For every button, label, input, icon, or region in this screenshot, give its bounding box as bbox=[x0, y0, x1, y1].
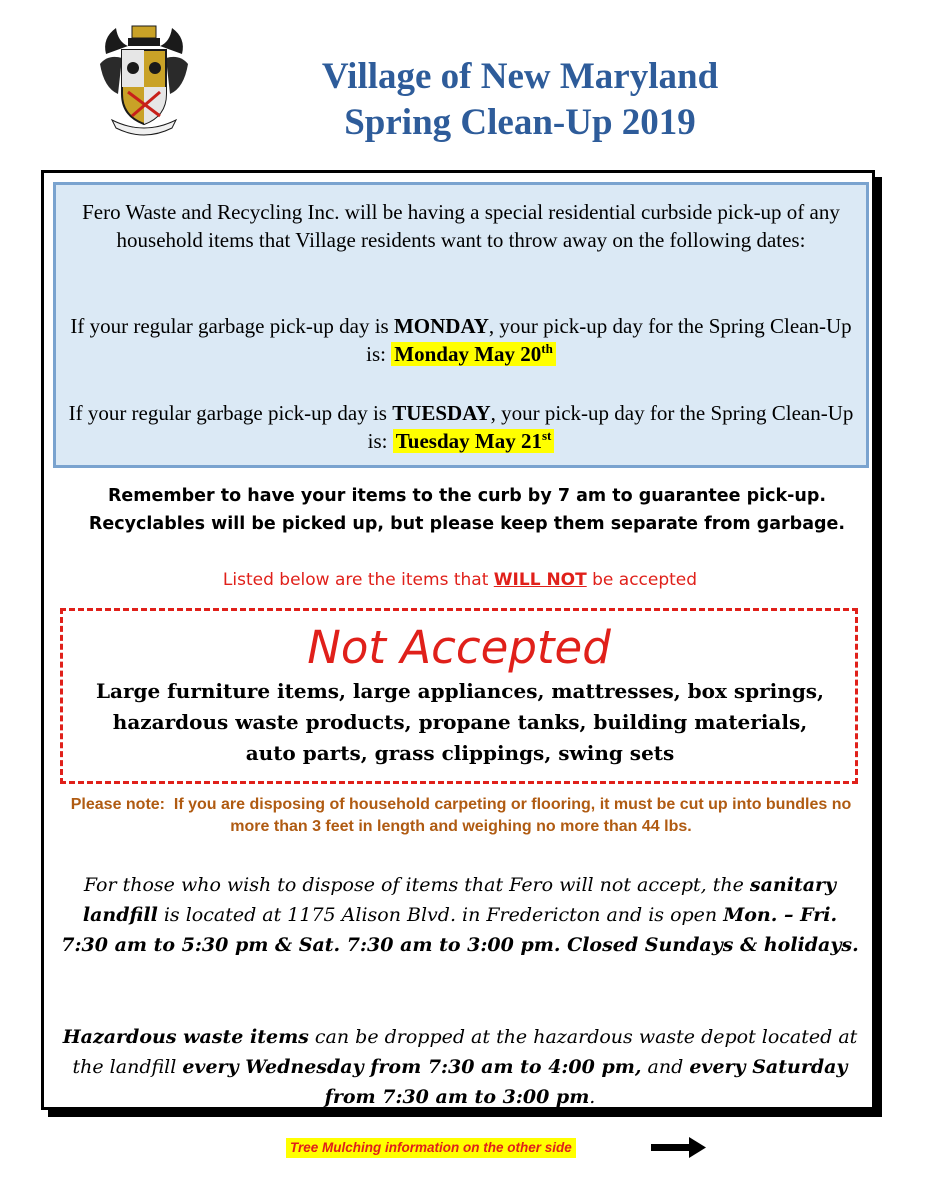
landfill-text2: is located at 1175 Alison Blvd. in Fredericton and is open bbox=[157, 904, 724, 926]
tuesday-prefix: If your regular garbage pick-up day is bbox=[68, 401, 393, 425]
landfill-bold1: sanitary landfill bbox=[82, 874, 837, 926]
tuesday-date-text: Tuesday May 21 bbox=[395, 429, 542, 453]
landfill-text1: For those who wish to dispose of items that Fero will not accept, the bbox=[83, 874, 750, 896]
monday-date bbox=[391, 342, 556, 366]
page-title-line2: Spring Clean-Up 2019 bbox=[344, 102, 696, 143]
right-arrow-icon bbox=[651, 1136, 707, 1158]
listed-emphasis: WILL NOT bbox=[493, 570, 587, 590]
reminder-line2: Recyclables will be picked up, but please keep them separate from garbage. bbox=[88, 514, 846, 534]
note-label: Please note: bbox=[70, 796, 166, 813]
note-text: If you are disposing of household carpeting or flooring, it must be cut up into bundles no more than 3 feet in length and weighing no more than 44 lbs. bbox=[165, 796, 856, 835]
tuesday-day: TUESDAY bbox=[392, 401, 491, 425]
monday-paragraph bbox=[66, 312, 856, 368]
not-accepted-intro bbox=[100, 566, 820, 594]
tuesday-paragraph bbox=[66, 399, 856, 455]
hazardous-info bbox=[60, 1022, 860, 1112]
landfill-hours: Mon. – Fri. 7:30 am to 5:30 pm & Sat. 7:30 am to 3:00 pm. Closed Sundays & holidays. bbox=[61, 904, 859, 956]
tuesday-mid: , your pick-up day for the Spring Clean-Up is: bbox=[367, 401, 854, 453]
tuesday-date-sup: st bbox=[541, 428, 552, 443]
landfill-info bbox=[60, 870, 860, 960]
hazardous-saturday: every Saturday from 7:30 am to 3:00 pm bbox=[324, 1056, 848, 1108]
pickup-dates-box bbox=[53, 182, 869, 468]
hazardous-text2: and bbox=[641, 1056, 690, 1078]
monday-date-text: Monday May 20 bbox=[394, 342, 542, 366]
tuesday-date bbox=[393, 429, 555, 453]
monday-prefix: If your regular garbage pick-up day is bbox=[70, 314, 394, 338]
monday-date-sup: th bbox=[541, 341, 553, 356]
hazardous-text1: can be dropped at the hazardous waste depot located at the landfill bbox=[72, 1026, 858, 1078]
not-accepted-items: Large furniture items, large appliances, mattresses, box springs, hazardous waste products, propane tanks, building materials, auto parts, grass clippings, swing sets bbox=[95, 679, 825, 765]
hazardous-text3: . bbox=[589, 1086, 596, 1108]
hazardous-wednesday: every Wednesday from 7:30 am to 4:00 pm, bbox=[182, 1056, 642, 1078]
listed-prefix: Listed below are the items that bbox=[222, 570, 494, 590]
page-title-line1: Village of New Maryland bbox=[321, 56, 719, 97]
intro-text: Fero Waste and Recycling Inc. will be having a special residential curbside pick-up of any household items that Village residents want to throw away on the following dates: bbox=[82, 200, 840, 252]
reminder-line1: Remember to have your items to the curb by 7 am to guarantee pick-up. bbox=[107, 486, 827, 506]
tree-mulching-note: Tree Mulching information on the other side bbox=[286, 1138, 576, 1158]
listed-suffix: be accepted bbox=[586, 570, 698, 590]
village-crest-logo bbox=[98, 24, 190, 136]
not-accepted-title: Not Accepted bbox=[307, 621, 611, 674]
please-note bbox=[56, 794, 866, 838]
monday-day: MONDAY bbox=[393, 314, 489, 338]
hazardous-bold1: Hazardous waste items bbox=[62, 1026, 309, 1048]
monday-mid: , your pick-up day for the Spring Clean-Up is: bbox=[366, 314, 852, 366]
